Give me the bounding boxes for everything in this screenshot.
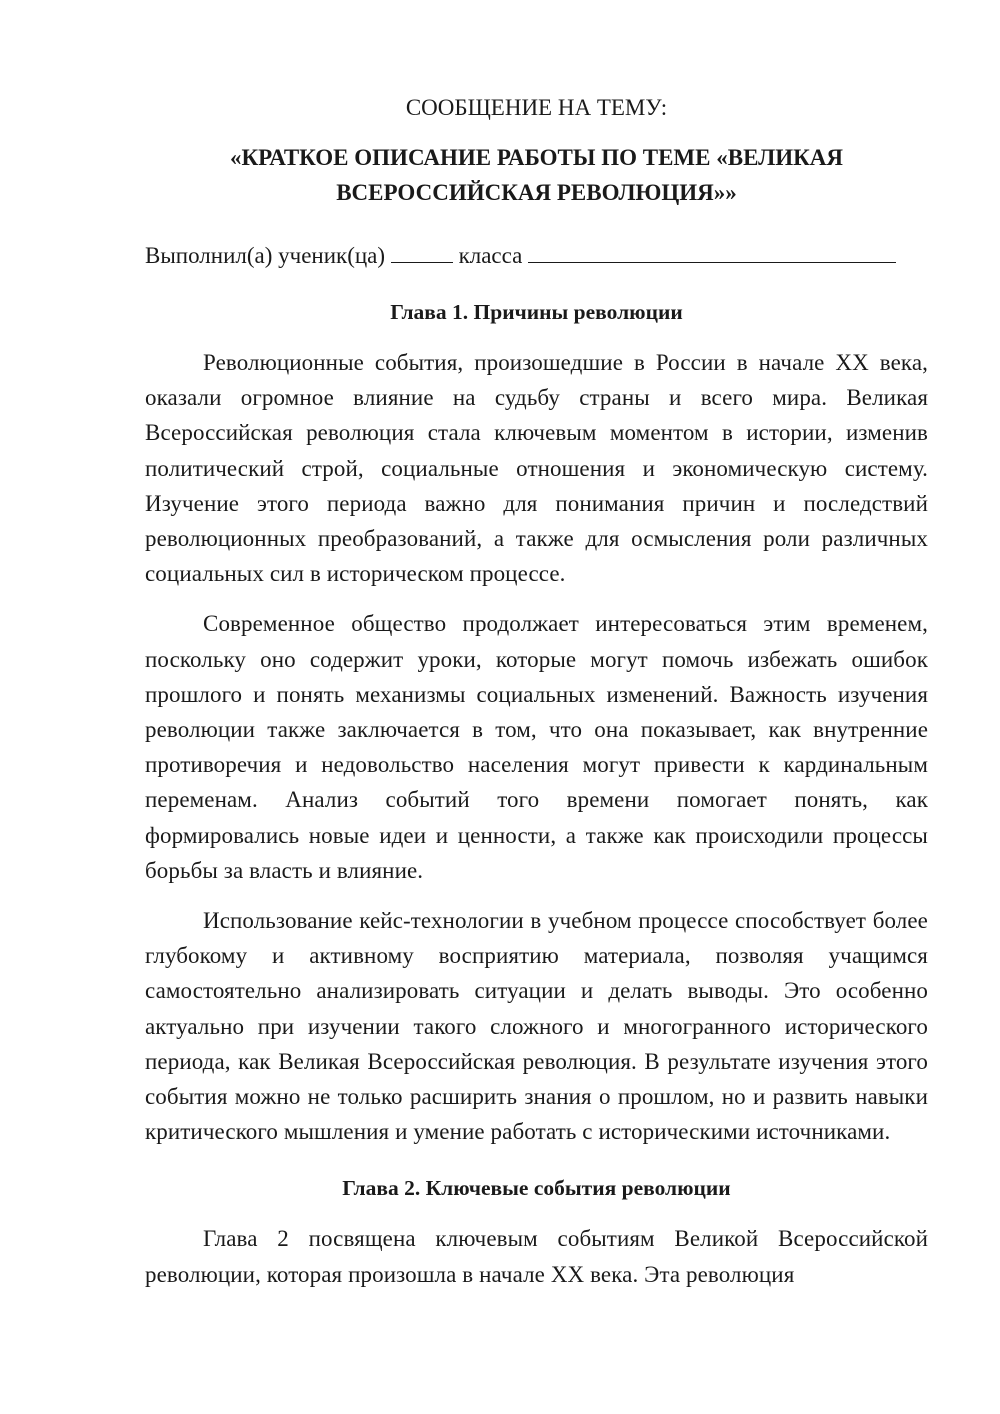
chapter-1-paragraph: Использование кейс-технологии в учебном процессе способствует более глубокому и активному восприятию материала, позволяя учащимся самостоятельно анализировать ситуации и делать выводы. Это особенно актуально при изучении такого сложного и многогранного исторического периода, как Великая Всероссийская революция. В результате изучения этого события можно не только расширить знания о прошлом, но и развить навыки критического мышления и умение работать с историческими источниками. bbox=[145, 908, 928, 1145]
document-page bbox=[145, 88, 928, 1292]
chapter-1-paragraph: Современное общество продолжает интересоваться этим временем, поскольку оно содержит уроки, которые могут помочь избежать ошибок прошлого и понять механизмы социальных изменений. Важность изучения революции также заключается в том, что она показывает, как внутренние противоречия и недовольство населения могут привести к кардинальным переменам. Анализ событий того времени помогает понять, как формировались новые идеи и ценности, а также как происходили процессы борьбы за власть и влияние. bbox=[145, 611, 928, 883]
document-title: «КРАТКОЕ ОПИСАНИЕ РАБОТЫ ПО ТЕМЕ «ВЕЛИКАЯ ВСЕРОССИЙСКАЯ РЕВОЛЮЦИЯ»» bbox=[229, 145, 844, 205]
author-line bbox=[145, 238, 928, 273]
chapter-1-heading: Глава 1. Причины революции bbox=[390, 300, 683, 324]
class-label: класса bbox=[458, 243, 523, 268]
chapter-1-paragraph: Революционные события, произошедшие в России в начале XX века, оказали огромное влияние на судьбу страны и всего мира. Великая Всероссийская революция стала ключевым моментом в истории, изменив политический строй, социальные отношения и экономическую систему. Изучение этого периода важно для понимания причин и последствий революционных преобразований, а также для осмысления роли различных социальных сил в историческом процессе. bbox=[145, 350, 928, 587]
student-name-blank bbox=[528, 238, 896, 263]
performed-by-label: Выполнил(а) ученик(ца) bbox=[145, 243, 386, 268]
topic-line: СООБЩЕНИЕ НА ТЕМУ: bbox=[405, 95, 668, 120]
chapter-2-paragraph: Глава 2 посвящена ключевым событиям Великой Всероссийской революции, которая произошла в начале XX века. Эта революция bbox=[145, 1226, 928, 1287]
class-number-blank bbox=[391, 238, 453, 263]
chapter-2-heading: Глава 2. Ключевые события революции bbox=[342, 1176, 731, 1201]
